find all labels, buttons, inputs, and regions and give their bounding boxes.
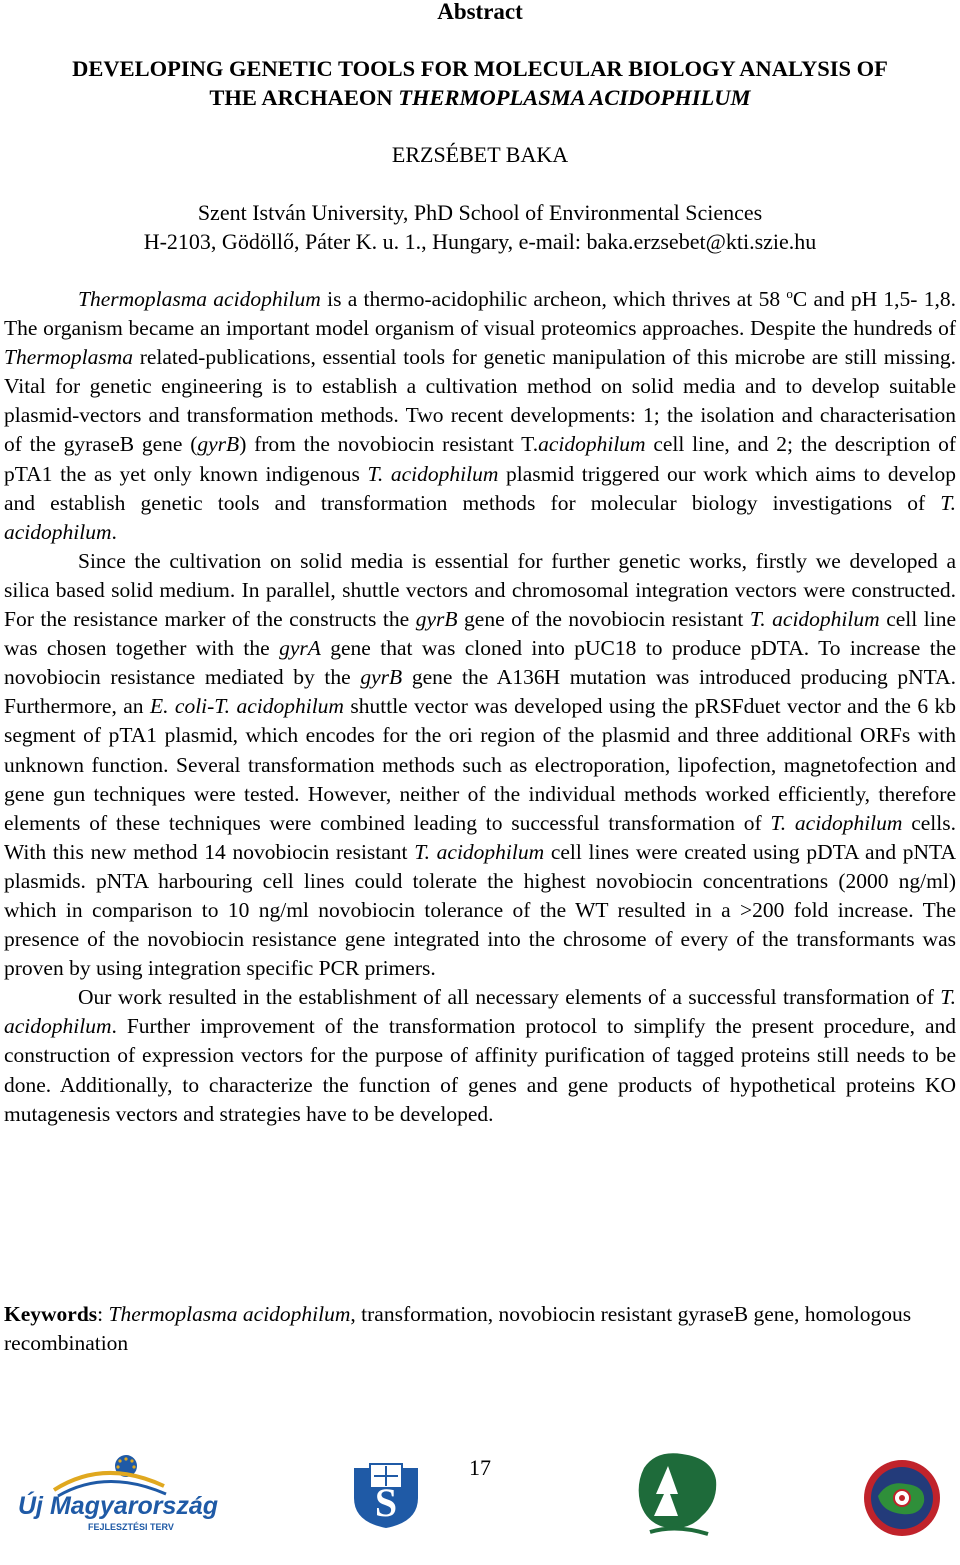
p1-run: . xyxy=(111,519,117,544)
logo1-subtext: FEJLESZTÉSI TERV xyxy=(88,1522,174,1532)
p1-run: T. acidophilum xyxy=(367,461,499,486)
p1-run: gyrB xyxy=(197,432,240,457)
p2-run: T. acidophilum xyxy=(414,839,545,864)
abstract-body xyxy=(4,285,956,1129)
p1-run: C and pH 1,5- 1,8. The organism became an important model organism of visual proteomics approaches. Despite the hundreds of xyxy=(4,287,957,341)
p1-run: is a thermo-acidophilic archeon, which thrives at 58 xyxy=(320,287,787,311)
p2-run: gene of the novobiocin resistant xyxy=(457,607,750,632)
author-name: ERZSÉBET BAKA xyxy=(391,142,569,167)
abstract-heading: Abstract xyxy=(437,0,523,24)
title-line-2-italic: THERMOPLASMA ACIDOPHILUM xyxy=(398,85,751,110)
title-line-2-plain: THE ARCHAEON xyxy=(209,85,399,110)
p2-run: T. acidophilum xyxy=(749,607,880,632)
page-number: 17 xyxy=(469,1455,491,1480)
keywords-label: Keywords xyxy=(4,1302,98,1326)
p2-run: shuttle vector was developed using the pRSFduet vector and the 6 kb segment of pTA1 plasmid, which encodes for the ori region of the plasmid and three additional ORFs with unknown function. Several transformation methods such as electroporation, lipofection, magnetofection and gene gun techniques were tested. However, neither of the individual methods worked efficiently, therefore elements of these techniques were combined leading to successful transformation of xyxy=(4,694,956,835)
p1-run: o xyxy=(786,285,793,301)
keywords-sep: : xyxy=(97,1302,109,1326)
p3-run: . Further improvement of the transformation protocol to simplify the present procedure, and construction of expression vectors for the purpose of affinity purification of tagged proteins still needs to be done. Additionally, to characterize the function of genes and gene products of hypothetical proteins KO mutagenesis vectors and strategies have to be developed. xyxy=(4,1014,956,1126)
p1-run: Thermoplasma xyxy=(4,345,134,370)
keywords xyxy=(4,1300,956,1358)
map-shape-icon xyxy=(639,1453,717,1528)
keywords-rest: , transformation, novobiocin resistant gyraseB gene, homologous recombination xyxy=(4,1302,912,1355)
university-crest-logo xyxy=(340,1462,432,1530)
paragraph-1 xyxy=(4,285,956,547)
p1-run: cell line, and 2; the description of pTA1 the as yet only known indigenous xyxy=(4,432,956,486)
p2-run: gyrB xyxy=(360,665,403,690)
p2-run: E. coli-T. acidophilum xyxy=(149,694,344,719)
p2-run: gyrB xyxy=(415,607,458,632)
paper-title xyxy=(0,54,960,112)
p2-run: gene the A136H mutation was introduced producing pNTA. Furthermore, an xyxy=(4,665,956,719)
p2-run: cell lines were created using pDTA and pNTA plasmids. pNTA harbouring cell lines could tolerate the highest novobiocin concentrations (2000 ng/ml) which in comparison to 10 ng/ml novobiocin tolerance of the WT resulted in a >200 fold increase. The presence of the novobiocin resistance gene integrated into the chrosome of every of the transformants was proven by using integration specific PCR primers. xyxy=(4,839,956,981)
p1-run: ) from the novobiocin resistant T. xyxy=(239,432,539,457)
paragraph-2 xyxy=(4,547,956,983)
crest-letter: S xyxy=(374,1480,398,1525)
green-map-tree-logo xyxy=(630,1446,722,1542)
p2-run: Since the cultivation on solid media is essential for further genetic works, firstly we developed a silica based solid medium. In parallel, shuttle vectors and chromosomal integration vectors were constructed. For the resistance marker of the constructs the xyxy=(4,548,956,632)
p2-run: gene that was cloned into pUC18 to produce pDTA. To increase the novobiocin resistance mediated by the xyxy=(4,636,956,690)
round-seal-logo xyxy=(860,1456,944,1540)
p2-run: cells. With this new method 14 novobiocin resistant xyxy=(4,810,956,864)
p2-run: T. acidophilum xyxy=(770,810,903,835)
p2-run: gyrA xyxy=(279,636,321,661)
title-line-1: DEVELOPING GENETIC TOOLS FOR MOLECULAR BIOLOGY ANALYSIS OF xyxy=(72,56,888,81)
paragraph-3 xyxy=(4,983,956,1128)
affiliation-line-1: Szent István University, PhD School of Environmental Sciences xyxy=(197,200,763,225)
p1-run: acidophilum xyxy=(538,432,646,457)
uj-magyarorszag-logo xyxy=(14,1452,219,1534)
p1-run: Thermoplasma acidophilum xyxy=(78,287,321,311)
p1-run: plasmid triggered our work which aims to develop and establish genetic tools and transformation methods for molecular biology investigations of xyxy=(4,461,956,515)
keywords-italic: Thermoplasma acidophilum xyxy=(108,1302,351,1326)
title-line-2 xyxy=(0,83,960,112)
logo1-text: Új Magyarország xyxy=(18,1492,219,1520)
affiliation-line-2: H-2103, Gödöllő, Páter K. u. 1., Hungary, e-mail: baka.erzsebet@kti.szie.hu xyxy=(143,229,817,254)
p1-run: related-publications, essential tools for genetic manipulation of this microbe are still missing. Vital for genetic engineering is to establish a cultivation method on solid media and to develop suitable plasmid-vectors and transformation methods. Two recent developments: 1; the isolation and characterisation of the gyraseB gene ( xyxy=(4,345,956,457)
p3-run: Our work resulted in the establishment of all necessary elements of a successful transformation of xyxy=(78,985,941,1010)
p2-run: cell line was chosen together with the xyxy=(4,607,957,661)
p3-run: T. acidophilum xyxy=(4,985,956,1039)
p1-run: T. acidophilum xyxy=(4,490,956,544)
